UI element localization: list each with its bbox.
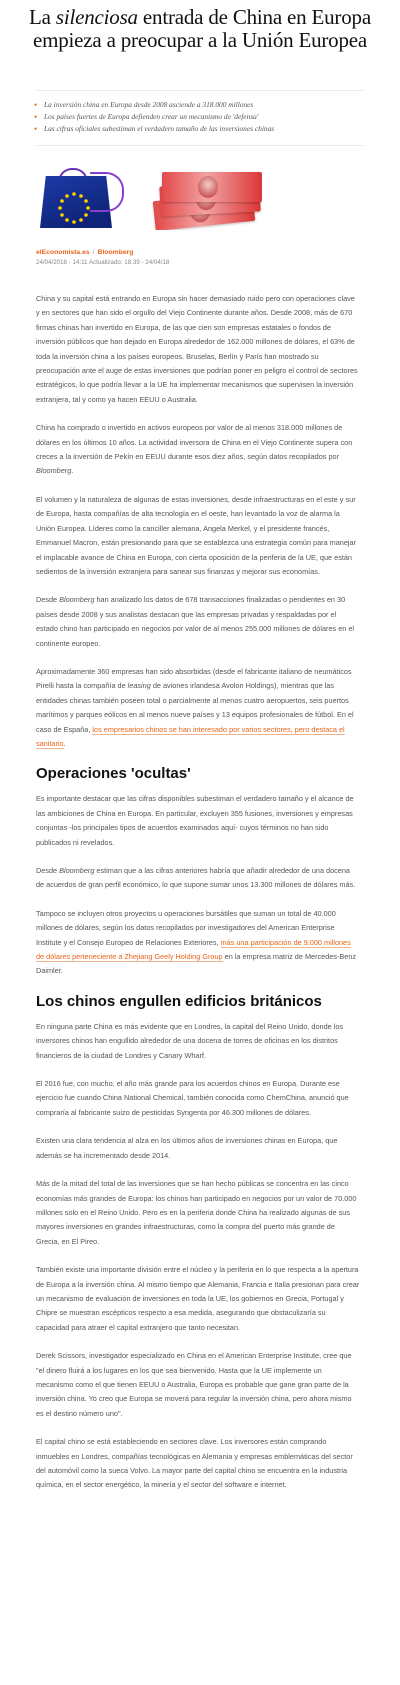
paragraph: El volumen y la naturaleza de algunas de estas inversiones, desde infraestructuras en el este y sur de Europa, hasta compañías de alta tecnología en el oeste, han levantado la voz de alarma la Unión Europea. Líderes como la canciller alemana, Angela Merkel, y el presidente francés, Emmanuel Macron, están presionando para que se establezca una estrategia común para manejar el implacable avance de China en Europa, con cierta oposición de la periferia de la UE, que están sedientos de la inversión extranjera para sanear sus finanzas y mejorar sus economías. bbox=[36, 494, 357, 576]
section-heading: Operaciones 'ocultas' bbox=[36, 765, 191, 783]
inline-link[interactable]: los empresarios chinos se han interesado por varios sectores, pero destaca el sanitario bbox=[36, 724, 345, 748]
article-image[interactable] bbox=[36, 166, 262, 230]
paragraph bbox=[36, 421, 360, 479]
section-heading: Los chinos engullen edificios británicos bbox=[36, 992, 322, 1010]
paragraph: Existen una clara tendencia al alza en los últimos años de inversiones chinas en Europa, que además se ha incrementado desde 2014. bbox=[36, 1136, 338, 1160]
paragraph: Derek Scissors, investigador especializado en China en el American Enterprise Institute, cree que "el dinero fluirá a los lugares en los que sea bienvenido. Hasta que la UE implemente un mecanismo como el que tienen EEUU o Australia, Europa es probable que gane gran parte de la inversión china. Yo creo que Europa se moverá para regular la inversión china, pero ahora mismo es el destino número uno". bbox=[36, 1351, 352, 1418]
bag-strap-shape bbox=[90, 172, 124, 212]
paragraph-emphasis: leasing bbox=[127, 681, 151, 691]
paragraph-text: Aproximadamente 360 empresas han sido absorbidas (desde el fabricante italiano de neumáticos Pirelli hasta la compañía de bbox=[36, 666, 352, 691]
byline bbox=[36, 248, 400, 267]
paragraph: Más de la mitad del total de las inversiones que se han hecho públicas se concentra en las cinco economías más grandes de Europa: los chinos han participado en negocios por un valor de 70.000 millones solo en el Reino Unido. Pero es en la periferia donde China ha realizado algunas de sus mayores inversiones en grandes infraestructuras, como la compra del puerto más grande de Grecia, en El Pireo. bbox=[36, 1179, 357, 1246]
paragraph-emphasis: Bloomberg bbox=[36, 466, 72, 476]
paragraph: El capital chino se está estableciendo en sectores clave. Los inversores están comprando inmuebles en Londres, compañías tecnológicas en Alemania y empresas emblemáticas del sector del automóvil como la sueca Volvo. La mayor parte del capital chino se encuentra en la industria química, en el sector energético, la minería y el sector del software e internet. bbox=[36, 1437, 353, 1490]
article-title bbox=[16, 6, 384, 52]
paragraph-text: han analizado los datos de 678 transacciones finalizadas o pendientes en 30 países desde 2008 y sus analistas destacan que las empresas privadas y respaldadas por el estado chino han participado en negocios por valor de al menos 255.000 millones de dólares en el continente europeo. bbox=[36, 595, 355, 648]
paragraph bbox=[36, 593, 360, 651]
bullet-icon: • bbox=[34, 112, 38, 122]
paragraph: El 2016 fue, con mucho, el año más grande para los acuerdos chinos en Europa. Durante ese ejercicio fue cuando China National Chemical, también conocida como ChemChina, anunció que compraría al fabricante suizo de pesticidas Syngenta por 46.300 millones de dólares. bbox=[36, 1079, 349, 1117]
summary-item bbox=[34, 99, 360, 111]
summary-item bbox=[34, 123, 360, 135]
summary-text: Los países fuertes de Europa defienden crear un mecanismo de 'defensa' bbox=[44, 112, 259, 121]
bullet-icon: • bbox=[34, 100, 38, 110]
headline bbox=[0, 0, 400, 52]
paragraph-text: Desde bbox=[36, 595, 60, 605]
paragraph-text: China ha comprado o invertido en activos europeos por valor de al menos 318.000 millones de dólares en los últimos 10 años. La actividad inversora de China en el Viejo Continente supera con creces a la inversión de Pekín en EEUU durante esos diez años, según datos recopilados por bbox=[36, 423, 353, 462]
byline-sources bbox=[36, 248, 400, 258]
paragraph-text: Tampoco se incluyen otros proyectos u operaciones bursátiles que suman un total de 40.000 millones de dólares, según los datos recopilados por investigadores del American Enterprise Institute y el Consejo Europeo de Relaciones Exteriores, bbox=[36, 908, 336, 947]
paragraph: China y su capital está entrando en Europa sin hacer demasiado ruido pero con operaciones clave y en sectores que han sido el orgullo del Viejo Continente durante años. Desde 2008, más de 670 firmas chinas han invertido en Europa, de las que cien son empresas estatales o fondos de inversión públicos que han dejado en Europa alrededor de 162.000 millones de dólares, el 63% de toda la inversión china a los países europeos. Bruselas, Berlín y París han mostrado su preocupación ante el auge de estas inversiones que podrían poner en peligro el control de sectores estratégicos, lo que podría llevar a la UE ha implementar mecanismos que supervisen la inversión extranjera, tal y como ya hacen EEUU o Australia. bbox=[36, 294, 358, 404]
article-body bbox=[36, 292, 360, 1493]
paragraph-text: estiman que a las cifras anteriores habría que añadir alrededor de una docena de acuerdos de gran perfil económico, lo que supone sumar unos 13.300 millones de dólares más. bbox=[36, 866, 356, 890]
paragraph-emphasis: Bloomberg bbox=[59, 595, 95, 605]
title-part: La bbox=[29, 5, 56, 29]
yuan-banknotes-image bbox=[154, 170, 262, 230]
title-italic: silenciosa bbox=[55, 5, 138, 29]
summary-item bbox=[34, 111, 360, 123]
eu-stars-icon bbox=[56, 190, 92, 226]
banknote-portrait bbox=[198, 176, 218, 198]
summary-text: La inversión china en Europa desde 2008 asciende a 318.000 millones bbox=[44, 100, 254, 109]
paragraph-text: . bbox=[63, 738, 66, 748]
paragraph-text: Desde bbox=[36, 866, 60, 875]
banknote bbox=[162, 172, 262, 202]
paragraph bbox=[36, 907, 360, 979]
paragraph: En ninguna parte China es más evidente que en Londres, la capital del Reino Unido, donde los inversores chinos han engullido alrededor de una docena de torres de oficinas en los distritos financieros de la ciudad de Londres y Canary Wharf. bbox=[36, 1021, 344, 1060]
paragraph-text: en la empresa matriz de Mercedes-Benz Daimler. bbox=[36, 952, 357, 976]
paragraph-text: de aviones irlandesa Avolon Holdings), mientras que las entidades chinas también poseen total o parcialmente al menos cuatro aeropuertos, seis puertos marítimos y parques eólicos en al menos nueve países y 13 equipos profesionales de fútbol. En el caso de España, bbox=[36, 681, 354, 734]
divider bbox=[36, 145, 364, 146]
paragraph: Es importante destacar que las cifras disponibles subestiman el verdadero tamaño y el alcance de las ambiciones de China en Europa. En particular, excluyen 355 fusiones, inversiones y empresas conjuntas -los principales tipos de acuerdos examinados aquí- cuyos términos no han sido publicados ni revelados. bbox=[36, 794, 354, 847]
inline-link[interactable]: más una participación de 9.000 millones de dólares perteneciente a Zhejiang Geely Holding Group bbox=[36, 937, 351, 962]
summary-list bbox=[34, 99, 360, 135]
paragraph bbox=[36, 665, 360, 751]
publish-date: 24/04/2018 - 14:11 Actualizado: 18:39 - 24/04/18 bbox=[36, 259, 170, 266]
bullet-icon: • bbox=[34, 124, 38, 134]
paragraph bbox=[36, 864, 360, 893]
paragraph-emphasis: Bloomberg bbox=[59, 866, 95, 875]
source-link[interactable]: Bloomberg bbox=[97, 249, 134, 256]
title-part: entrada de China en Europa empieza a preocupar a la Unión Europea bbox=[32, 5, 371, 52]
summary-text: Las cifras oficiales subestiman el verdadero tamaño de las inversiones chinas bbox=[44, 124, 275, 133]
divider bbox=[36, 90, 364, 91]
paragraph: También existe una importante división entre el núcleo y la periferia en lo que respecta a la apertura de Europa a la inversión china. Al mismo tiempo que Alemania, Francia e Italia presionan para crear un mecanismo de evaluación de inversiones en toda la UE, los gobiernos en Grecia, Portugal y Chipre se muestran escépticos respecto a esa medida, asegurando que obstaculizaría su capacidad para atraer el capital extranjero que tanto necesitan. bbox=[36, 1265, 360, 1332]
paragraph-text: . bbox=[71, 466, 74, 476]
source-link[interactable]: elEconomista.es bbox=[36, 249, 90, 256]
source-separator: / bbox=[92, 249, 95, 256]
